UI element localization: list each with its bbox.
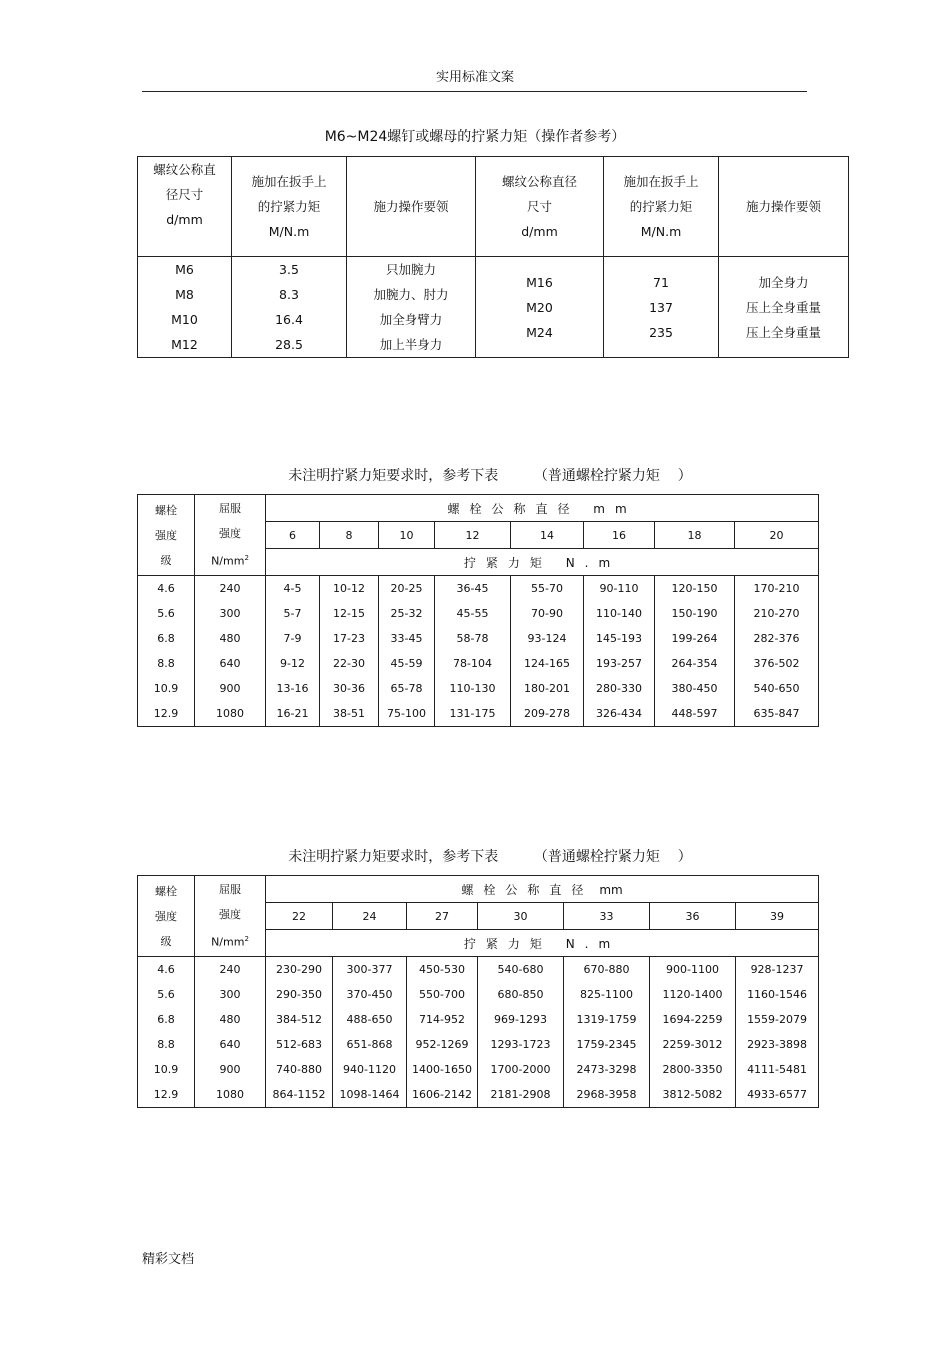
torque-value: 75-100 — [387, 707, 426, 720]
yield-value: 480 — [219, 632, 241, 645]
grade-value: 4.6 — [157, 963, 175, 976]
torque-value: 740-880 — [276, 1063, 322, 1076]
torque-value: 93-124 — [527, 632, 567, 645]
torque-value: 170-210 — [753, 582, 800, 595]
torque-value: 264-354 — [671, 657, 718, 670]
grade-label: 螺栓 强度 级 — [138, 876, 195, 957]
torque-column-24 — [333, 957, 407, 1108]
yield-value: 300 — [219, 607, 241, 620]
yield-value: 640 — [219, 1038, 241, 1051]
torque-value: 2181-2908 — [490, 1088, 551, 1101]
torque-label: 拧紧力矩 N.m — [266, 930, 819, 957]
diameter-14: 14 — [511, 522, 584, 549]
torque-value: 1400-1650 — [412, 1063, 472, 1076]
diameter-label: 螺栓公称直径 mm — [266, 495, 819, 522]
torque-value: 38-51 — [333, 707, 365, 720]
torque-value: 300-377 — [346, 963, 393, 976]
torque-value: 940-1120 — [343, 1063, 396, 1076]
torque-value: 1319-1759 — [576, 1013, 637, 1026]
torque-value: 1694-2259 — [662, 1013, 723, 1026]
torque-value: 1700-2000 — [490, 1063, 551, 1076]
bolt-torque-table-small — [137, 494, 819, 727]
left-ops: 只加腕力 加腕力、肘力 加全身臂力 加上半身力 — [347, 257, 476, 358]
grade-value: 10.9 — [153, 1063, 179, 1076]
grade-label: 螺栓 强度 级 — [138, 495, 195, 576]
torque-value: 448-597 — [671, 707, 718, 720]
left-sizes: M6 M8 M10 M12 — [138, 257, 232, 358]
torque-value: 16-21 — [276, 707, 309, 720]
torque-value: 5-7 — [283, 607, 302, 620]
torque-value: 1293-1723 — [490, 1038, 551, 1051]
grade-value: 5.6 — [157, 988, 175, 1001]
grade-value: 8.8 — [157, 657, 175, 670]
torque-value: 45-59 — [390, 657, 423, 670]
torque-value: 928-1237 — [750, 963, 804, 976]
torque-value: 2800-3350 — [662, 1063, 723, 1076]
torque-column-39 — [736, 957, 819, 1108]
torque-value: 33-45 — [390, 632, 423, 645]
torque-value: 22-30 — [333, 657, 365, 670]
torque-label: 拧紧力矩 N.m — [266, 549, 819, 576]
torque-value: 825-1100 — [580, 988, 633, 1001]
torque-column-10 — [379, 576, 435, 727]
diameter-6: 6 — [266, 522, 320, 549]
torque-value: 230-290 — [276, 963, 322, 976]
yield-label: 屈服 强度 $N/mm^2$ — [195, 876, 266, 957]
torque-value: 512-683 — [276, 1038, 322, 1051]
page-header: 实用标准文案 — [435, 70, 514, 85]
yield-label: 屈服 强度 $N/mm^2$ — [195, 495, 266, 576]
torque-value: 4933-6577 — [747, 1088, 808, 1101]
torque-column-16 — [584, 576, 655, 727]
torque-value: 1759-2345 — [576, 1038, 637, 1051]
torque-value: 131-175 — [449, 707, 496, 720]
torque-value: 120-150 — [671, 582, 718, 595]
grade-value: 8.8 — [157, 1038, 175, 1051]
torque-value: 384-512 — [276, 1013, 322, 1026]
yield-column — [195, 957, 266, 1108]
diameter-33: 33 — [564, 903, 650, 930]
grade-column — [138, 957, 195, 1108]
table3-title: 未注明拧紧力矩要求时，参考下表 （普通螺栓拧紧力矩 ） — [288, 849, 692, 865]
torque-value: 450-530 — [419, 963, 465, 976]
torque-column-18 — [655, 576, 735, 727]
torque-column-27 — [407, 957, 478, 1108]
torque-value: 1098-1464 — [339, 1088, 400, 1101]
grade-value: 6.8 — [157, 1013, 175, 1026]
diameter-16: 16 — [584, 522, 655, 549]
grade-value: 5.6 — [157, 607, 175, 620]
torque-column-20 — [735, 576, 819, 727]
grade-value: 4.6 — [157, 582, 175, 595]
torque-value: 2259-3012 — [662, 1038, 723, 1051]
yield-value: 240 — [219, 963, 241, 976]
yield-value: 240 — [219, 582, 241, 595]
torque-value: 209-278 — [524, 707, 570, 720]
torque-value: 210-270 — [753, 607, 800, 620]
torque-value: 20-25 — [390, 582, 423, 595]
yield-value: 900 — [219, 682, 241, 695]
diameter-30: 30 — [478, 903, 564, 930]
diameter-8: 8 — [320, 522, 379, 549]
table1-title: M6~M24螺钉或螺母的拧紧力矩（操作者参考） — [324, 129, 626, 145]
torque-value: 680-850 — [497, 988, 544, 1001]
grade-value: 6.8 — [157, 632, 175, 645]
torque-value: 7-9 — [283, 632, 302, 645]
torque-value: 17-23 — [333, 632, 365, 645]
torque-value: 1120-1400 — [662, 988, 723, 1001]
right-torques: 71 137 235 — [604, 257, 719, 358]
torque-value: 110-140 — [596, 607, 642, 620]
diameter-12: 12 — [435, 522, 511, 549]
yield-value: 480 — [219, 1013, 241, 1026]
torque-column-14 — [511, 576, 584, 727]
yield-column — [195, 576, 266, 727]
table2-title: 未注明拧紧力矩要求时，参考下表 （普通螺栓拧紧力矩 ） — [288, 468, 692, 484]
torque-value: 1559-2079 — [747, 1013, 808, 1026]
torque-value: 45-55 — [456, 607, 489, 620]
torque-value: 550-700 — [419, 988, 465, 1001]
torque-value: 110-130 — [449, 682, 496, 695]
header-divider — [142, 91, 807, 92]
yield-value: 900 — [219, 1063, 241, 1076]
page-footer: 精彩文档 — [142, 1252, 195, 1267]
diameter-36: 36 — [650, 903, 736, 930]
torque-reference-table — [137, 156, 849, 358]
torque-value: 145-193 — [596, 632, 642, 645]
torque-value: 670-880 — [583, 963, 630, 976]
torque-column-22 — [266, 957, 333, 1108]
torque-value: 280-330 — [596, 682, 642, 695]
diameter-18: 18 — [655, 522, 735, 549]
header-thread-size-right: 螺纹公称直径 尺寸 d/mm — [476, 157, 604, 257]
diameter-20: 20 — [735, 522, 819, 549]
torque-value: 9-12 — [280, 657, 305, 670]
torque-value: 13-16 — [276, 682, 309, 695]
torque-value: 952-1269 — [415, 1038, 469, 1051]
torque-value: 55-70 — [531, 582, 563, 595]
yield-value: 1080 — [216, 1088, 244, 1101]
torque-column-8 — [320, 576, 379, 727]
header-thread-size-left: 螺纹公称直 径尺寸 d/mm — [138, 157, 232, 257]
grade-column — [138, 576, 195, 727]
yield-value: 640 — [219, 657, 241, 670]
torque-column-30 — [478, 957, 564, 1108]
torque-value: 25-32 — [390, 607, 423, 620]
torque-value: 540-680 — [497, 963, 544, 976]
torque-value: 714-952 — [419, 1013, 465, 1026]
torque-value: 635-847 — [753, 707, 800, 720]
torque-value: 150-190 — [671, 607, 718, 620]
torque-value: 70-90 — [531, 607, 563, 620]
torque-value: 488-650 — [346, 1013, 393, 1026]
torque-value: 651-868 — [346, 1038, 393, 1051]
torque-value: 65-78 — [390, 682, 423, 695]
torque-value: 326-434 — [596, 707, 642, 720]
torque-column-6 — [266, 576, 320, 727]
torque-value: 2473-3298 — [576, 1063, 637, 1076]
diameter-27: 27 — [407, 903, 478, 930]
torque-value: 370-450 — [346, 988, 393, 1001]
torque-value: 4-5 — [283, 582, 302, 595]
torque-value: 199-264 — [671, 632, 718, 645]
torque-value: 78-104 — [453, 657, 492, 670]
torque-value: 3812-5082 — [662, 1088, 723, 1101]
grade-value: 12.9 — [153, 1088, 179, 1101]
diameter-label: 螺栓公称直径 mm — [266, 876, 819, 903]
torque-value: 282-376 — [753, 632, 800, 645]
torque-value: 10-12 — [333, 582, 365, 595]
diameter-39: 39 — [736, 903, 819, 930]
left-torques: 3.5 8.3 16.4 28.5 — [232, 257, 347, 358]
diameter-10: 10 — [379, 522, 435, 549]
header-operation-left: 施力操作要领 — [347, 157, 476, 257]
torque-value: 180-201 — [524, 682, 570, 695]
torque-value: 36-45 — [456, 582, 489, 595]
header-torque-right: 施加在扳手上 的拧紧力矩 M/N.m — [604, 157, 719, 257]
torque-value: 2968-3958 — [576, 1088, 637, 1101]
grade-value: 10.9 — [153, 682, 179, 695]
torque-value: 58-78 — [456, 632, 489, 645]
yield-value: 1080 — [216, 707, 244, 720]
right-sizes: M16 M20 M24 — [476, 257, 604, 358]
grade-value: 12.9 — [153, 707, 179, 720]
torque-column-33 — [564, 957, 650, 1108]
diameter-24: 24 — [333, 903, 407, 930]
bolt-torque-table-large — [137, 875, 819, 1108]
torque-value: 4111-5481 — [747, 1063, 808, 1076]
torque-value: 900-1100 — [666, 963, 719, 976]
torque-value: 380-450 — [671, 682, 718, 695]
torque-value: 864-1152 — [272, 1088, 326, 1101]
torque-value: 30-36 — [333, 682, 365, 695]
right-ops: 加全身力 压上全身重量 压上全身重量 — [719, 257, 849, 358]
torque-value: 124-165 — [524, 657, 570, 670]
torque-value: 969-1293 — [494, 1013, 547, 1026]
header-torque-left: 施加在扳手上 的拧紧力矩 M/N.m — [232, 157, 347, 257]
torque-value: 540-650 — [753, 682, 800, 695]
torque-value: 193-257 — [596, 657, 642, 670]
header-operation-right: 施力操作要领 — [719, 157, 849, 257]
diameter-22: 22 — [266, 903, 333, 930]
torque-value: 376-502 — [753, 657, 800, 670]
yield-value: 300 — [219, 988, 241, 1001]
torque-value: 90-110 — [599, 582, 639, 595]
torque-column-36 — [650, 957, 736, 1108]
torque-value: 12-15 — [333, 607, 365, 620]
torque-value: 290-350 — [276, 988, 322, 1001]
torque-column-12 — [435, 576, 511, 727]
torque-value: 1160-1546 — [747, 988, 808, 1001]
torque-value: 1606-2142 — [412, 1088, 472, 1101]
torque-value: 2923-3898 — [747, 1038, 808, 1051]
